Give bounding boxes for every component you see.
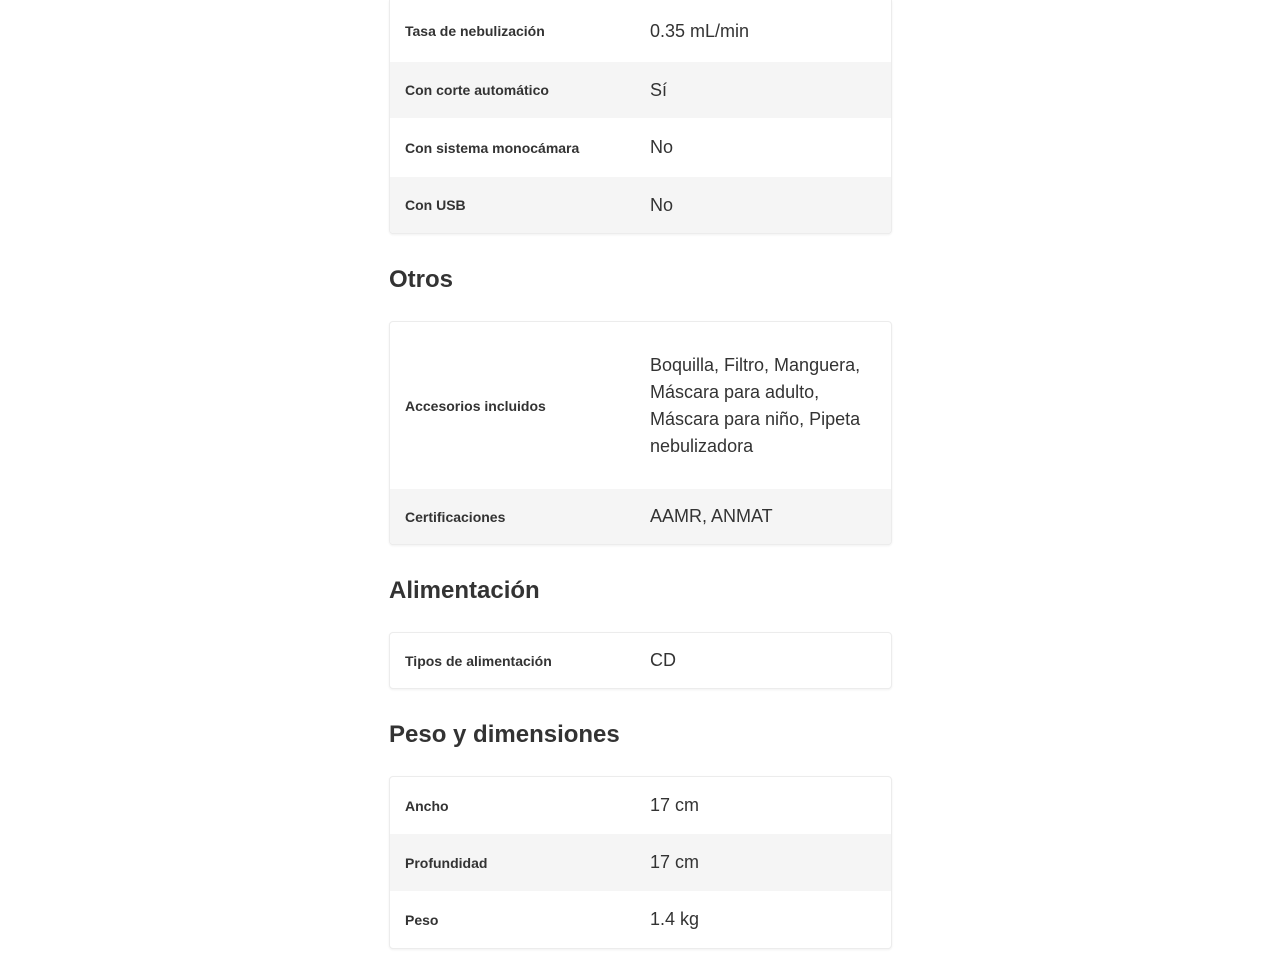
spec-label: Tipos de alimentación bbox=[405, 652, 552, 669]
section-title-otros: Otros bbox=[389, 266, 454, 293]
spec-row bbox=[390, 177, 891, 233]
spec-label: Con sistema monocámara bbox=[405, 139, 580, 156]
spec-label: Con corte automático bbox=[405, 82, 549, 98]
spec-table-otros bbox=[389, 321, 892, 545]
spec-label: Certificaciones bbox=[405, 508, 506, 525]
spec-value: 0.35 mL/min bbox=[650, 20, 750, 41]
spec-table-alimentacion bbox=[389, 632, 892, 689]
spec-value: Boquilla, Filtro, Manguera, Máscara para adulto, Máscara para niño, Pipeta nebulizadora bbox=[650, 354, 861, 456]
spec-value: AAMR, ANMAT bbox=[650, 506, 773, 526]
spec-label: Con USB bbox=[405, 197, 466, 213]
spec-value: 1.4 kg bbox=[650, 909, 700, 929]
spec-row bbox=[390, 777, 891, 834]
spec-value: No bbox=[650, 194, 674, 215]
spec-table-features bbox=[389, 0, 892, 234]
spec-value: No bbox=[650, 137, 674, 157]
spec-value: CD bbox=[650, 650, 676, 670]
spec-table-peso-dimensiones bbox=[389, 776, 892, 949]
spec-label: Profundidad bbox=[405, 854, 488, 871]
spec-row bbox=[390, 62, 891, 118]
spec-value: Sí bbox=[650, 79, 668, 100]
spec-label: Peso bbox=[405, 911, 439, 928]
spec-row bbox=[390, 891, 891, 948]
spec-row bbox=[390, 118, 891, 177]
spec-value: 17 cm bbox=[650, 852, 700, 872]
section-title-alimentacion: Alimentación bbox=[389, 577, 540, 604]
spec-label: Accesorios incluidos bbox=[405, 397, 546, 414]
spec-row bbox=[390, 834, 891, 891]
spec-row bbox=[390, 0, 891, 62]
spec-row bbox=[390, 322, 891, 489]
section-title-peso-dimensiones: Peso y dimensiones bbox=[389, 721, 620, 748]
spec-row bbox=[390, 633, 891, 688]
spec-value: 17 cm bbox=[650, 795, 700, 815]
spec-label: Ancho bbox=[405, 797, 449, 814]
spec-row bbox=[390, 489, 891, 544]
spec-label: Tasa de nebulización bbox=[405, 23, 545, 39]
